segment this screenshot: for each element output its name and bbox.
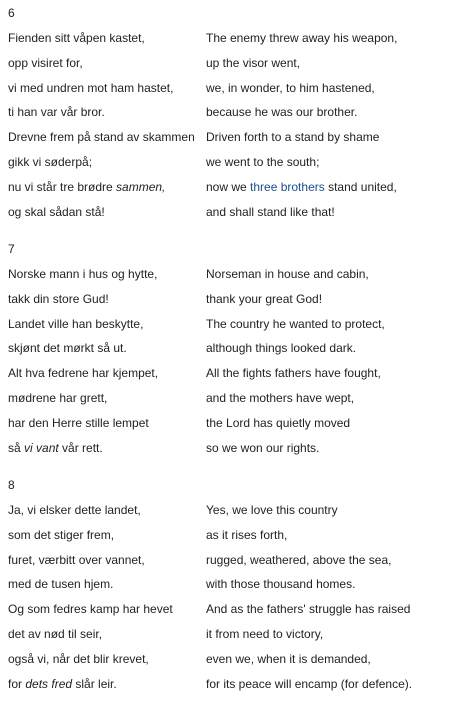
text-segment: skjønt det mørkt så ut.: [8, 341, 127, 356]
text-segment: for: [8, 676, 26, 691]
text-segment: Landet ville han beskytte,: [8, 316, 144, 331]
text-segment: og skal sådan stå!: [8, 204, 105, 219]
text-segment: furet, værbitt over vannet,: [8, 552, 145, 567]
text-segment: så: [8, 440, 25, 455]
text-segment: som det stiger frem,: [8, 527, 115, 542]
emphasized-text: dets fred: [25, 676, 73, 691]
norwegian-line: [8, 651, 149, 667]
three-brothers-link[interactable]: three brothers: [250, 179, 325, 194]
verse-line: [0, 502, 469, 518]
text-segment: as it rises forth,: [206, 527, 288, 542]
english-line: [206, 365, 381, 381]
text-segment: and the mothers have wept,: [206, 391, 355, 405]
stanza-number: 6: [8, 6, 15, 20]
text-segment: med de tusen hjem.: [8, 577, 114, 592]
norwegian-line: [8, 316, 143, 332]
english-line: [206, 552, 391, 568]
norwegian-line: [8, 154, 92, 170]
text-segment: it from need to victory,: [206, 627, 324, 641]
text-segment: even we, when it is demanded,: [206, 651, 371, 666]
norwegian-line: [8, 104, 105, 120]
text-segment: thank your great God!: [206, 291, 323, 306]
english-line: [206, 415, 350, 431]
english-line: [206, 316, 385, 332]
stanza-number: 7: [8, 242, 15, 256]
english-line: [206, 527, 287, 543]
norwegian-line: [8, 552, 145, 568]
english-line: [206, 129, 379, 145]
text-segment: nu vi står tre brødre: [8, 179, 117, 194]
emphasized-text: vi vant: [24, 440, 59, 455]
text-segment: The country he wanted to protect,: [206, 316, 385, 331]
norwegian-line: [8, 502, 141, 518]
verse-line: [0, 204, 469, 220]
text-segment: now we: [206, 179, 251, 194]
text-segment: Norske mann i hus og hytte,: [8, 267, 158, 281]
norwegian-line: [8, 80, 173, 96]
text-segment: Yes, we love this country: [206, 503, 338, 517]
english-line: [206, 626, 323, 642]
norwegian-line: [8, 179, 165, 195]
verse-line: [0, 266, 469, 282]
english-line: [206, 55, 300, 71]
english-line: [206, 80, 375, 96]
verse-line: [0, 390, 469, 406]
stanza: [0, 242, 469, 472]
text-segment: we went to the south;: [206, 155, 320, 169]
norwegian-line: [8, 415, 149, 431]
verse-line: [0, 179, 469, 195]
text-segment: with those thousand homes.: [206, 577, 356, 592]
english-line: [206, 676, 412, 692]
verse-line: [0, 154, 469, 170]
text-segment: vår rett.: [58, 440, 103, 455]
text-segment: and shall stand like that!: [206, 204, 335, 219]
text-segment: vi med undren mot ham hastet,: [8, 80, 174, 95]
verse-line: [0, 55, 469, 71]
verse-line: [0, 601, 469, 617]
text-segment: Alt hva fedrene har kjempet,: [8, 366, 159, 381]
verse-line: [0, 626, 469, 642]
verse-line: [0, 365, 469, 381]
stanza-number: 8: [8, 478, 15, 492]
norwegian-line: [8, 527, 114, 543]
norwegian-line: [8, 291, 109, 307]
verse-line: [0, 552, 469, 568]
english-line: [206, 651, 371, 667]
verse-line: [0, 80, 469, 96]
text-segment: Og som fedres kamp har hevet: [8, 602, 173, 617]
english-line: [206, 340, 356, 356]
text-segment: Ja, vi elsker dette landet,: [8, 503, 141, 517]
text-segment: up the visor went,: [206, 55, 301, 70]
verse-line: [0, 576, 469, 592]
english-line: [206, 601, 410, 617]
text-segment: Fienden sitt våpen kastet,: [8, 31, 145, 45]
norwegian-line: [8, 601, 173, 617]
verse-line: [0, 30, 469, 46]
text-segment: mødrene har grett,: [8, 391, 108, 405]
text-segment: the Lord has quietly moved: [206, 415, 351, 430]
norwegian-line: [8, 340, 127, 356]
verse-line: [0, 291, 469, 307]
norwegian-line: [8, 365, 158, 381]
text-segment: The enemy threw away his weapon,: [206, 31, 398, 45]
norwegian-line: [8, 390, 107, 406]
english-line: [206, 154, 319, 170]
verse-line: [0, 316, 469, 332]
norwegian-line: [8, 55, 83, 71]
text-segment: for its peace will encamp (for defence).: [206, 676, 413, 691]
stanza: [0, 478, 469, 708]
norwegian-line: [8, 440, 103, 456]
english-line: [206, 390, 354, 406]
text-segment: And as the fathers' struggle has raised: [206, 602, 411, 617]
english-line: [206, 266, 369, 282]
text-segment: because he was our brother.: [206, 105, 358, 120]
norwegian-line: [8, 204, 105, 220]
text-segment: so we won our rights.: [206, 440, 320, 455]
english-line: [206, 104, 357, 120]
verse-line: [0, 340, 469, 356]
norwegian-line: [8, 576, 113, 592]
english-line: [206, 179, 397, 195]
emphasized-text: sammen,: [116, 179, 166, 194]
verse-line: [0, 129, 469, 145]
verse-line: [0, 440, 469, 456]
verse-line: [0, 527, 469, 543]
text-segment: although things looked dark.: [206, 341, 357, 356]
text-segment: stand united,: [324, 179, 397, 194]
norwegian-line: [8, 30, 145, 46]
text-segment: we, in wonder, to him hastened,: [206, 80, 375, 95]
text-segment: det av nød til seir,: [8, 627, 103, 641]
text-segment: rugged, weathered, above the sea,: [206, 552, 392, 567]
english-line: [206, 204, 335, 220]
text-segment: Norseman in house and cabin,: [206, 267, 369, 281]
verse-line: [0, 104, 469, 120]
text-segment: Driven forth to a stand by shame: [206, 130, 380, 145]
text-segment: har den Herre stille lempet: [8, 415, 149, 430]
english-line: [206, 30, 397, 46]
text-segment: Drevne frem på stand av skammen: [8, 130, 195, 145]
text-segment: takk din store Gud!: [8, 291, 109, 306]
norwegian-line: [8, 626, 102, 642]
english-line: [206, 502, 338, 518]
norwegian-line: [8, 129, 195, 145]
english-line: [206, 291, 322, 307]
text-segment: ti han var vår bror.: [8, 105, 105, 120]
verse-line: [0, 651, 469, 667]
text-segment: også vi, når det blir krevet,: [8, 651, 149, 666]
verse-line: [0, 415, 469, 431]
verse-line: [0, 676, 469, 692]
text-segment: slår leir.: [72, 676, 117, 691]
text-segment: All the fights fathers have fought,: [206, 366, 381, 381]
text-segment: gikk vi søderpå;: [8, 155, 93, 169]
norwegian-line: [8, 266, 157, 282]
text-segment: opp visiret for,: [8, 55, 83, 70]
norwegian-line: [8, 676, 117, 692]
english-line: [206, 440, 319, 456]
english-line: [206, 576, 355, 592]
stanza: [0, 6, 469, 236]
